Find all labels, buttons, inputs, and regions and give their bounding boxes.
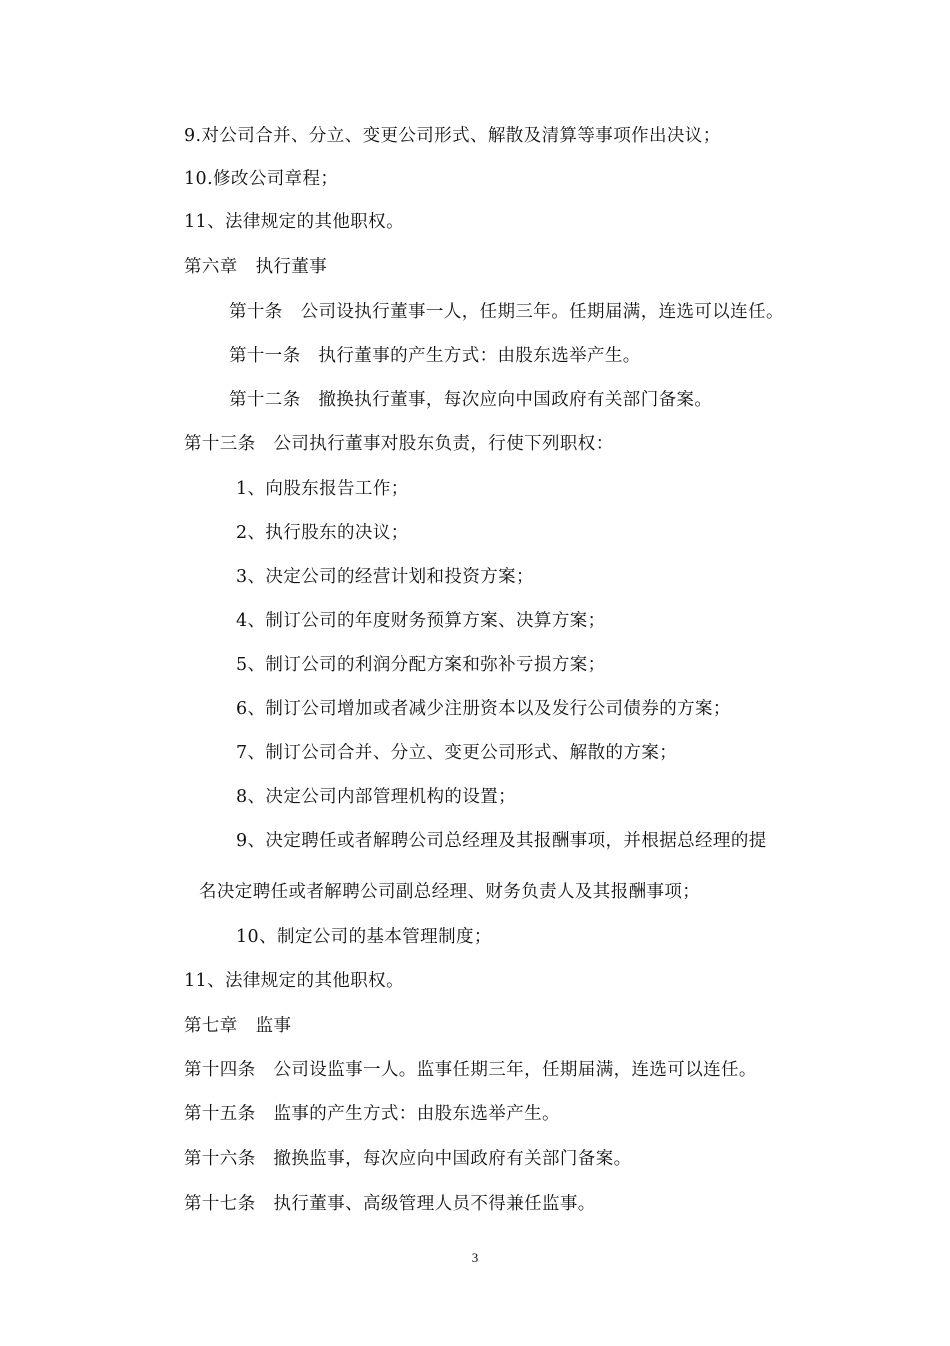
list-item-1: 1、向股东报告工作； xyxy=(236,479,409,499)
article-13: 第十三条 公司执行董事对股东负责，行使下列职权： xyxy=(184,434,614,454)
article-12: 第十二条 撤换执行董事，每次应向中国政府有关部门备案。 xyxy=(229,390,713,410)
list-item-10: 10、制定公司的基本管理制度； xyxy=(236,927,492,947)
article-17: 第十七条 执行董事、高级管理人员不得兼任监事。 xyxy=(184,1194,596,1214)
list-item-9: 9、决定聘任或者解聘公司总经理及其报酬事项，并根据总经理的提 xyxy=(236,831,767,851)
list-item-3: 3、决定公司的经营计划和投资方案； xyxy=(236,567,534,587)
list-item-9-continuation: 名决定聘任或者解聘公司副总经理、财务负责人及其报酬事项； xyxy=(199,882,701,902)
list-item-8: 8、决定公司内部管理机构的设置； xyxy=(236,787,517,807)
article-15: 第十五条 监事的产生方式：由股东选举产生。 xyxy=(184,1104,560,1124)
list-item-5: 5、制订公司的利润分配方案和弥补亏损方案； xyxy=(236,655,606,675)
chapter-heading-7: 第七章 监事 xyxy=(184,1016,292,1036)
page-number: 3 xyxy=(471,1250,479,1265)
article-16: 第十六条 撤换监事，每次应向中国政府有关部门备案。 xyxy=(184,1149,632,1169)
article-10: 第十条 公司设执行董事一人，任期三年。任期届满，连选可以连任。 xyxy=(229,302,784,322)
chapter-heading-6: 第六章 执行董事 xyxy=(184,257,328,277)
list-item-2: 2、执行股东的决议； xyxy=(236,523,409,543)
list-item-6: 6、制订公司增加或者减少注册资本以及发行公司债券的方案； xyxy=(236,699,731,719)
list-item-7: 7、制订公司合并、分立、变更公司形式、解散的方案； xyxy=(236,743,678,763)
text-line-3: 11、法律规定的其他职权。 xyxy=(184,212,404,232)
list-item-11: 11、法律规定的其他职权。 xyxy=(184,971,404,991)
article-14: 第十四条 公司设监事一人。监事任期三年，任期届满，连选可以连任。 xyxy=(184,1060,757,1080)
text-line-2: 10.修改公司章程； xyxy=(184,169,339,189)
list-item-4: 4、制订公司的年度财务预算方案、决算方案； xyxy=(236,611,606,631)
text-line-1: 9.对公司合并、分立、变更公司形式、解散及清算等事项作出决议； xyxy=(184,126,721,146)
article-11: 第十一条 执行董事的产生方式：由股东选举产生。 xyxy=(229,346,641,366)
